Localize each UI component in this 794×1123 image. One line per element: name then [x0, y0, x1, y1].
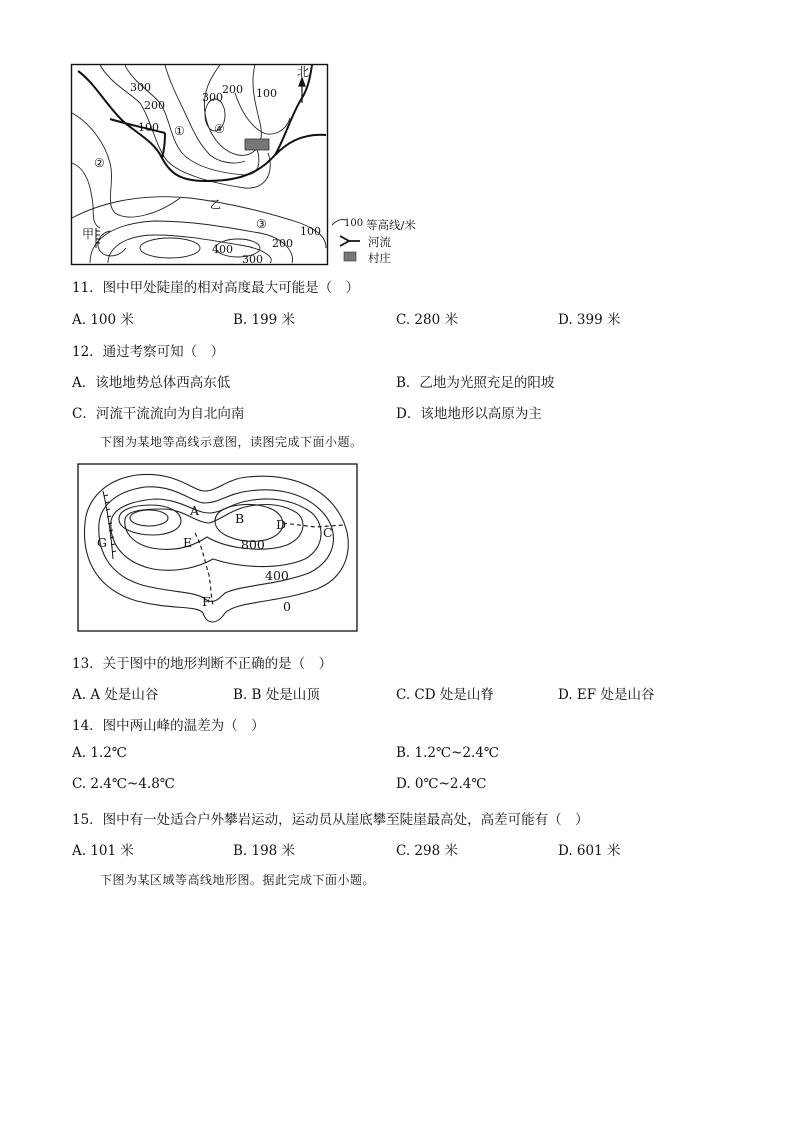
legend-contour-sample: 100	[344, 218, 364, 229]
q14-option-d[interactable]: D. 0℃~2.4℃	[396, 776, 487, 792]
map2-label-800: 800	[241, 537, 265, 552]
q11-option-d[interactable]: D. 399 米	[558, 312, 621, 328]
map1-marker-1: ①	[174, 124, 185, 138]
question-13-stem: 13．关于图中的地形判断不正确的是（ ）	[72, 656, 333, 672]
legend-village-label: 村庄	[368, 251, 391, 265]
question-15-stem: 15．图中有一处适合户外攀岩运动，运动员从崖底攀至陡崖最高处，高差可能有（ ）	[72, 812, 589, 828]
contour-map-1	[70, 63, 430, 268]
map2-label-0: 0	[283, 599, 291, 614]
section-intro-3: 下图为某区域等高线地形图。据此完成下面小题。	[100, 873, 376, 887]
north-label: 北	[297, 65, 310, 79]
map1-label-yi: 乙	[210, 198, 221, 211]
map2-label-400: 400	[265, 568, 289, 583]
map1-marker-4: ④	[214, 122, 225, 136]
q13-option-c[interactable]: C. CD 处是山脊	[396, 687, 494, 703]
q15-option-d[interactable]: D. 601 米	[558, 843, 621, 859]
q12-option-c[interactable]: C．河流干流流向为自北向南	[72, 406, 245, 422]
village-marker	[245, 139, 269, 150]
map1-label-300c: 300	[242, 253, 263, 266]
q11-option-c[interactable]: C. 280 米	[396, 312, 458, 328]
question-12-stem: 12．通过考察可知（ ）	[72, 344, 225, 360]
q13-option-b[interactable]: B. B 处是山顶	[233, 687, 320, 703]
map1-label-200a: 200	[144, 99, 165, 112]
q12-option-d[interactable]: D．该地地形以高原为主	[396, 406, 542, 422]
q13-option-a[interactable]: A. A 处是山谷	[72, 687, 159, 703]
map1-label-100b: 100	[256, 87, 277, 100]
legend-contour-label: 等高线/米	[366, 218, 416, 232]
map2-label-E: E	[183, 535, 193, 550]
question-11-stem: 11．图中甲处陡崖的相对高度最大可能是（ ）	[72, 280, 360, 296]
q13-option-d[interactable]: D. EF 处是山谷	[558, 687, 655, 703]
map1-legend	[332, 218, 416, 265]
map2-label-A: A	[190, 503, 200, 518]
map2-label-B: B	[235, 511, 245, 526]
map1-label-300b: 300	[202, 91, 223, 104]
map2-label-F: F	[202, 594, 211, 609]
legend-river-label: 河流	[368, 235, 391, 249]
map1-label-100c: 100	[300, 225, 321, 238]
q14-option-b[interactable]: B. 1.2℃~2.4℃	[396, 745, 499, 761]
q15-option-c[interactable]: C. 298 米	[396, 843, 458, 859]
map2-label-G: G	[97, 535, 107, 550]
map1-label-200c: 200	[272, 237, 293, 250]
q15-option-b[interactable]: B. 198 米	[233, 843, 296, 859]
river-legend-icon	[340, 236, 360, 246]
contour-map-2	[77, 463, 359, 633]
q12-option-b[interactable]: B．乙地为光照充足的阳坡	[396, 375, 555, 391]
map1-label-300a: 300	[130, 81, 151, 94]
q11-option-a[interactable]: A. 100 米	[72, 312, 134, 328]
section-intro-2: 下图为某地等高线示意图，读图完成下面小题。	[100, 435, 363, 449]
q14-option-a[interactable]: A. 1.2℃	[72, 745, 127, 761]
map1-label-100a: 100	[138, 121, 159, 134]
question-14-stem: 14．图中两山峰的温差为（ ）	[72, 718, 265, 734]
map2-label-D: D	[276, 517, 287, 532]
map1-marker-2: ②	[94, 156, 105, 170]
map1-label-400: 400	[212, 243, 233, 256]
q12-option-a[interactable]: A．该地地势总体西高东低	[72, 375, 231, 391]
map1-label-jia: 甲	[82, 227, 95, 241]
q14-option-c[interactable]: C. 2.4℃~4.8℃	[72, 776, 175, 792]
map1-marker-3: ③	[256, 217, 267, 231]
map1-label-200b: 200	[222, 83, 243, 96]
q11-option-b[interactable]: B. 199 米	[233, 312, 296, 328]
q15-option-a[interactable]: A. 101 米	[72, 843, 134, 859]
village-legend-icon	[344, 252, 356, 261]
map2-label-C: C	[323, 525, 333, 540]
